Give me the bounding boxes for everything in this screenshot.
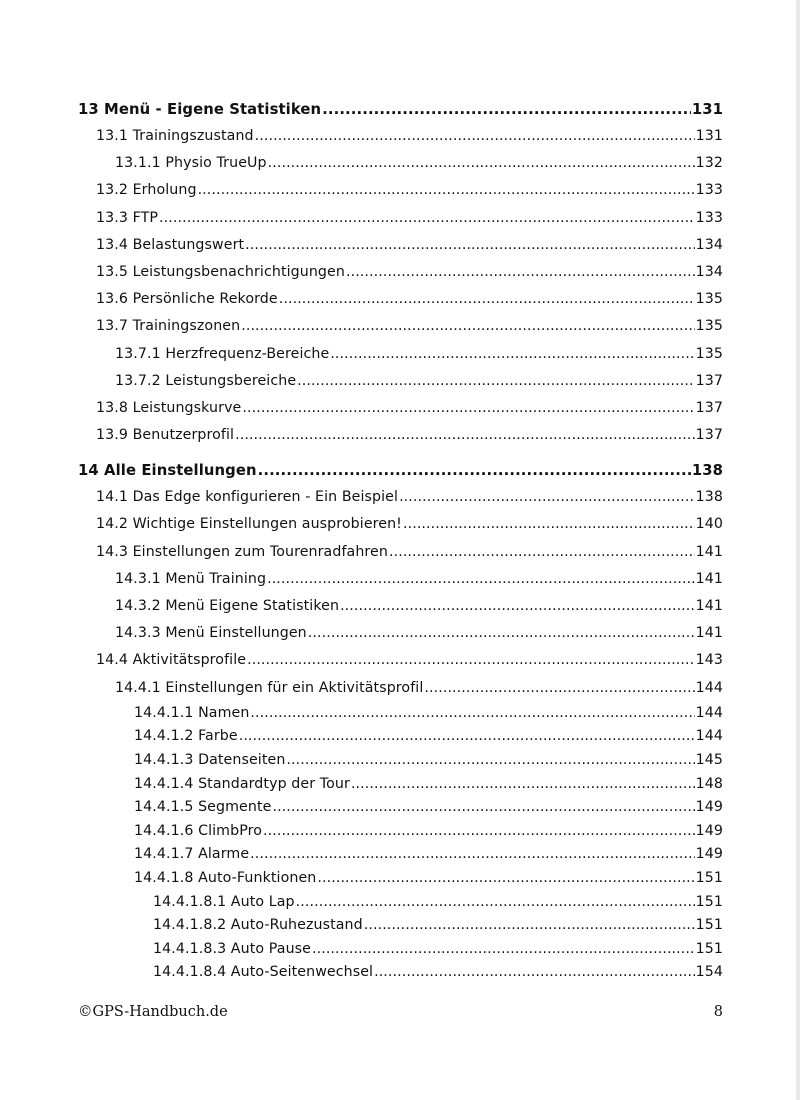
toc-entry-level-2[interactable] xyxy=(78,484,723,511)
toc-entry-level-3[interactable] xyxy=(78,566,723,593)
toc-entry-level-2[interactable] xyxy=(78,259,723,286)
toc-entry-title: 13.3 FTP xyxy=(96,209,159,226)
toc-entry-page-number: 135 xyxy=(695,345,723,362)
toc-entry-level-4[interactable] xyxy=(78,843,723,867)
toc-entry-title: 13.7.2 Leistungsbereiche xyxy=(115,372,297,389)
toc-entry-page-number: 141 xyxy=(695,543,723,560)
toc-entry-title: 14.4.1.7 Alarme xyxy=(134,846,250,863)
toc-entry-level-4[interactable] xyxy=(78,867,723,891)
toc-entry-title: 13.1 Trainingszustand xyxy=(96,128,254,144)
toc-entry-page-number: 134 xyxy=(695,236,723,253)
toc-entry-title: 13 Menü - Eigene Statistiken xyxy=(78,101,322,118)
toc-entry-title: 13.4 Belastungswert xyxy=(96,236,245,253)
toc-entry-page-number: 144 xyxy=(695,728,723,745)
toc-entry-page-number: 149 xyxy=(695,799,723,816)
toc-dot-leader xyxy=(279,286,695,313)
toc-dot-leader xyxy=(272,796,694,820)
toc-dot-leader xyxy=(296,891,695,915)
toc-dot-leader xyxy=(235,422,695,449)
toc-dot-leader xyxy=(267,566,695,593)
toc-entry-page-number: 135 xyxy=(695,318,723,335)
toc-dot-leader xyxy=(364,914,695,938)
toc-entry-page-number: 133 xyxy=(695,209,723,226)
toc-entry-level-3[interactable] xyxy=(78,150,723,177)
toc-dot-leader xyxy=(286,749,694,773)
toc-entry-title: 14.4.1.4 Standardtyp der Tour xyxy=(134,775,350,792)
toc-entry-page-number: 134 xyxy=(695,263,723,280)
toc-entry-title: 14.4.1.8.2 Auto-Ruhezustand xyxy=(153,917,363,934)
toc-entry-level-4[interactable] xyxy=(78,749,723,773)
toc-entry-title: 14.4.1.8.1 Auto Lap xyxy=(153,893,295,910)
toc-entry-level-5[interactable] xyxy=(78,891,723,915)
toc-dot-leader xyxy=(322,96,691,123)
toc-entry-page-number: 133 xyxy=(695,182,723,199)
toc-dot-leader xyxy=(245,232,694,259)
toc-entry-level-2[interactable] xyxy=(78,313,723,340)
toc-entry-page-number: 149 xyxy=(695,822,723,839)
toc-dot-leader xyxy=(424,675,694,702)
toc-entry-level-2[interactable] xyxy=(78,177,723,204)
toc-entry-page-number: 140 xyxy=(695,516,723,533)
toc-entry-level-2[interactable] xyxy=(78,205,723,232)
toc-entry-title: 13.5 Leistungsbenachrichtigungen xyxy=(96,263,345,280)
toc-dot-leader xyxy=(340,593,695,620)
table-of-contents xyxy=(78,96,723,985)
toc-entry-page-number: 151 xyxy=(695,869,723,886)
toc-entry-level-3[interactable] xyxy=(78,341,723,368)
toc-entry-page-number: 137 xyxy=(695,372,723,389)
toc-entry-page-number: 148 xyxy=(695,775,723,792)
toc-entry-level-4[interactable] xyxy=(78,796,723,820)
toc-dot-leader xyxy=(241,313,694,340)
toc-entry-level-5[interactable] xyxy=(78,938,723,962)
toc-entry-title: 14.4.1.6 ClimbPro xyxy=(134,822,262,839)
toc-entry-title: 14.4.1.5 Segmente xyxy=(134,799,272,816)
toc-entry-page-number: 131 xyxy=(691,101,723,118)
toc-entry-title: 14.4 Aktivitätsprofile xyxy=(96,652,247,669)
toc-entry-level-2[interactable] xyxy=(78,123,723,150)
toc-dot-leader xyxy=(374,961,695,985)
toc-dot-leader xyxy=(268,150,695,177)
toc-entry-level-1[interactable] xyxy=(78,96,723,123)
toc-entry-title: 14.4.1.8 Auto-Funktionen xyxy=(134,869,317,886)
footer-page-number: 8 xyxy=(713,1004,723,1020)
toc-entry-title: 13.7.1 Herzfrequenz-Bereiche xyxy=(115,345,330,362)
toc-entry-title: 13.8 Leistungskurve xyxy=(96,399,242,416)
toc-entry-level-2[interactable] xyxy=(78,511,723,538)
toc-entry-level-1[interactable] xyxy=(78,457,723,484)
toc-entry-title: 14.2 Wichtige Einstellungen ausprobieren! xyxy=(96,516,402,533)
toc-dot-leader xyxy=(263,820,695,844)
toc-entry-page-number: 141 xyxy=(695,625,723,642)
toc-entry-title: 14.4.1.8.4 Auto-Seitenwechsel xyxy=(153,964,374,981)
toc-dot-leader xyxy=(258,457,691,484)
toc-entry-title: 13.1.1 Physio TrueUp xyxy=(115,155,267,172)
toc-dot-leader xyxy=(250,843,694,867)
section-gap xyxy=(78,449,723,457)
toc-entry-page-number: 144 xyxy=(695,704,723,721)
toc-entry-level-3[interactable] xyxy=(78,620,723,647)
toc-entry-page-number: 154 xyxy=(695,964,723,981)
toc-entry-page-number: 135 xyxy=(695,291,723,308)
toc-entry-level-3[interactable] xyxy=(78,675,723,702)
toc-entry-page-number: 141 xyxy=(695,570,723,587)
toc-entry-level-4[interactable] xyxy=(78,725,723,749)
toc-entry-page-number: 137 xyxy=(695,399,723,416)
toc-entry-title: 14 Alle Einstellungen xyxy=(78,462,257,480)
toc-dot-leader xyxy=(247,647,695,674)
toc-entry-title: 13.6 Persönliche Rekorde xyxy=(96,291,278,308)
toc-dot-leader xyxy=(297,368,694,395)
toc-entry-level-2[interactable] xyxy=(78,647,723,674)
toc-entry-level-4[interactable] xyxy=(78,702,723,726)
toc-entry-page-number: 151 xyxy=(695,940,723,957)
toc-entry-page-number: 151 xyxy=(695,917,723,934)
toc-entry-title: 14.4.1.3 Datenseiten xyxy=(134,751,286,768)
toc-dot-leader xyxy=(346,259,695,286)
toc-entry-title: 14.3.3 Menü Einstellungen xyxy=(115,625,307,642)
toc-entry-level-4[interactable] xyxy=(78,773,723,797)
toc-entry-page-number: 144 xyxy=(695,679,723,696)
toc-entry-level-4[interactable] xyxy=(78,820,723,844)
toc-entry-title: 14.3.2 Menü Eigene Statistiken xyxy=(115,598,340,614)
toc-entry-level-2[interactable] xyxy=(78,395,723,422)
toc-dot-leader xyxy=(242,395,694,422)
toc-dot-leader xyxy=(317,867,694,891)
toc-dot-leader xyxy=(389,539,695,566)
toc-entry-page-number: 143 xyxy=(695,652,723,669)
toc-entry-page-number: 149 xyxy=(695,846,723,863)
toc-entry-level-2[interactable] xyxy=(78,286,723,313)
toc-dot-leader xyxy=(198,177,695,204)
toc-entry-page-number: 141 xyxy=(695,598,723,614)
toc-dot-leader xyxy=(351,773,695,797)
toc-entry-title: 14.4.1 Einstellungen für ein Aktivitätsprofil xyxy=(115,679,424,696)
toc-dot-leader xyxy=(239,725,695,749)
toc-dot-leader xyxy=(403,511,695,538)
toc-dot-leader xyxy=(399,484,695,511)
toc-entry-page-number: 138 xyxy=(691,462,723,480)
page-edge xyxy=(796,0,800,1100)
toc-dot-leader xyxy=(159,205,695,232)
toc-entry-title: 13.7 Trainingszonen xyxy=(96,318,241,335)
toc-entry-page-number: 132 xyxy=(695,155,723,172)
toc-entry-title: 14.1 Das Edge konfigurieren - Ein Beispiel xyxy=(96,489,399,506)
toc-dot-leader xyxy=(255,123,695,150)
toc-entry-title: 14.4.1.2 Farbe xyxy=(134,728,238,745)
toc-entry-title: 13.2 Erholung xyxy=(96,182,197,199)
toc-dot-leader xyxy=(330,341,694,368)
toc-entry-title: 14.4.1.8.3 Auto Pause xyxy=(153,940,311,957)
toc-dot-leader xyxy=(250,702,694,726)
toc-entry-level-3[interactable] xyxy=(78,593,723,620)
footer-copyright: ©GPS-Handbuch.de xyxy=(78,1004,228,1020)
toc-entry-title: 14.3 Einstellungen zum Tourenradfahren xyxy=(96,543,388,560)
toc-entry-page-number: 137 xyxy=(695,427,723,444)
toc-entry-level-2[interactable] xyxy=(78,539,723,566)
toc-entry-level-5[interactable] xyxy=(78,914,723,938)
toc-entry-title: 14.4.1.1 Namen xyxy=(134,704,250,721)
toc-entry-page-number: 145 xyxy=(695,751,723,768)
toc-entry-level-3[interactable] xyxy=(78,368,723,395)
toc-dot-leader xyxy=(312,938,695,962)
toc-entry-page-number: 151 xyxy=(695,893,723,910)
toc-entry-level-5[interactable] xyxy=(78,961,723,985)
toc-dot-leader xyxy=(308,620,695,647)
toc-entry-title: 14.3.1 Menü Training xyxy=(115,570,267,587)
toc-entry-level-2[interactable] xyxy=(78,232,723,259)
toc-entry-page-number: 138 xyxy=(695,489,723,506)
toc-entry-title: 13.9 Benutzerprofil xyxy=(96,427,235,444)
toc-entry-level-2[interactable] xyxy=(78,422,723,449)
toc-entry-page-number: 131 xyxy=(695,128,723,144)
page-footer xyxy=(78,1004,723,1020)
